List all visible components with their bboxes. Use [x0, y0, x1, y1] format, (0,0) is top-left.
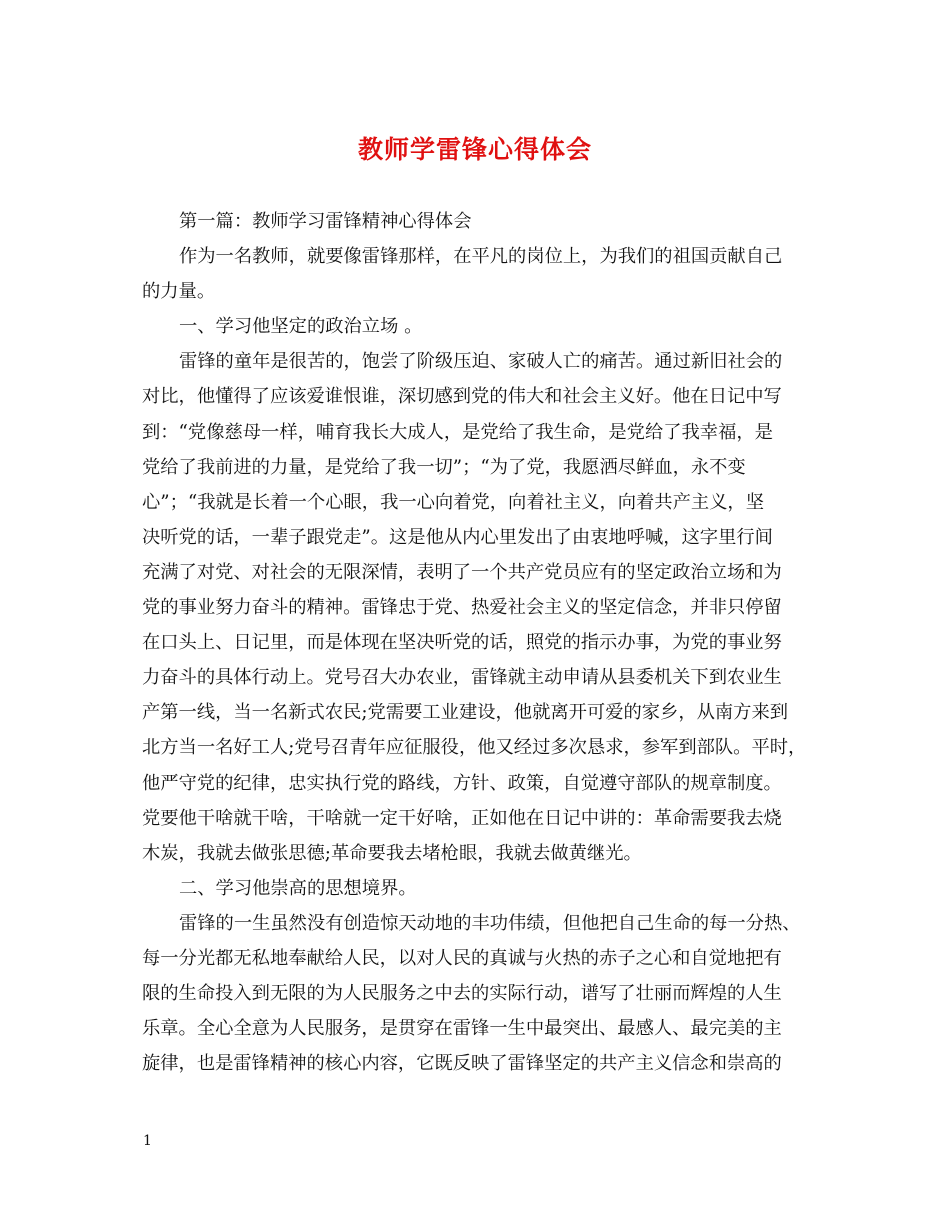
paragraph-line: 雷锋的一生虽然没有创造惊天动地的丰功伟绩，但他把自己生命的每一分热、 — [179, 912, 801, 934]
paragraph-line: 心”；“我就是长着一个心眼，我一心向着党，向着社主义，向着共产主义，坚 — [142, 491, 764, 513]
paragraph-line: 木炭，我就去做张思德;革命要我去堵枪眼，我就去做黄继光。 — [142, 842, 642, 864]
document-title: 教师学雷锋心得体会 — [357, 135, 592, 164]
paragraph-line: 雷锋的童年是很苦的，饱尝了阶级压迫、家破人亡的痛苦。通过新旧社会的 — [179, 351, 783, 373]
paragraph-line: 充满了对党、对社会的无限深情，表明了一个共产党员应有的坚定政治立场和为 — [142, 561, 782, 583]
page-number: 1 — [143, 1133, 152, 1149]
paragraph-line: 到：“党像慈母一样，哺育我长大成人，是党给了我生命，是党给了我幸福，是 — [142, 421, 773, 443]
paragraph-line: 每一分光都无私地奉献给人民，以对人民的真诚与火热的赤子之心和自觉地把有 — [142, 947, 782, 969]
paragraph-line: 乐章。全心全意为人民服务，是贯穿在雷锋一生中最突出、最感人、最完美的主 — [142, 1018, 782, 1040]
paragraph-line: 在口头上、日记里，而是体现在坚决听党的话，照党的指示办事，为党的事业努 — [142, 632, 782, 654]
paragraph-line: 产第一线，当一名新式农民;党需要工业建设，他就离开可爱的家乡，从南方来到 — [142, 702, 789, 724]
paragraph-line: 他严守党的纪律，忠实执行党的路线，方针、政策，自觉遵守部队的规章制度。 — [142, 772, 782, 794]
section-heading-line: 二、学习他崇高的思想境界。 — [179, 877, 417, 899]
paragraph-line: 党的事业努力奋斗的精神。雷锋忠于党、热爱社会主义的坚定信念，并非只停留 — [142, 597, 782, 619]
paragraph-line: 的力量。 — [142, 281, 216, 303]
paragraph-line: 力奋斗的具体行动上。党号召大办农业，雷锋就主动申请从县委机关下到农业生 — [142, 667, 782, 689]
paragraph-line: 旋律，也是雷锋精神的核心内容，它既反映了雷锋坚定的共产主义信念和崇高的 — [142, 1053, 782, 1075]
section-heading-line: 一、学习他坚定的政治立场 。 — [179, 316, 423, 338]
paragraph-line: 限的生命投入到无限的为人民服务之中去的实际行动，谱写了壮丽而辉煌的人生 — [142, 983, 782, 1005]
paragraph-line: 北方当一名好工人;党号召青年应征服役，他又经过多次恳求，参军到部队。平时， — [142, 737, 807, 759]
section-heading-line: 第一篇：教师学习雷锋精神心得体会 — [179, 211, 472, 232]
document-body — [142, 204, 822, 1081]
paragraph-line: 对比，他懂得了应该爱谁恨谁，深切感到党的伟大和社会主义好。他在日记中写 — [142, 386, 782, 408]
paragraph-line: 决听党的话，一辈子跟党走”。这是他从内心里发出了由衷地呼喊，这字里行间 — [142, 526, 773, 548]
paragraph-line: 党要他干啥就干啥，干啥就一定干好啥，正如他在日记中讲的：革命需要我去烧 — [142, 807, 782, 829]
paragraph-line: 党给了我前进的力量，是党给了我一切”；“为了党，我愿洒尽鲜血，永不变 — [142, 456, 746, 478]
paragraph-line: 作为一名教师，就要像雷锋那样，在平凡的岗位上，为我们的祖国贡献自己 — [179, 246, 783, 268]
